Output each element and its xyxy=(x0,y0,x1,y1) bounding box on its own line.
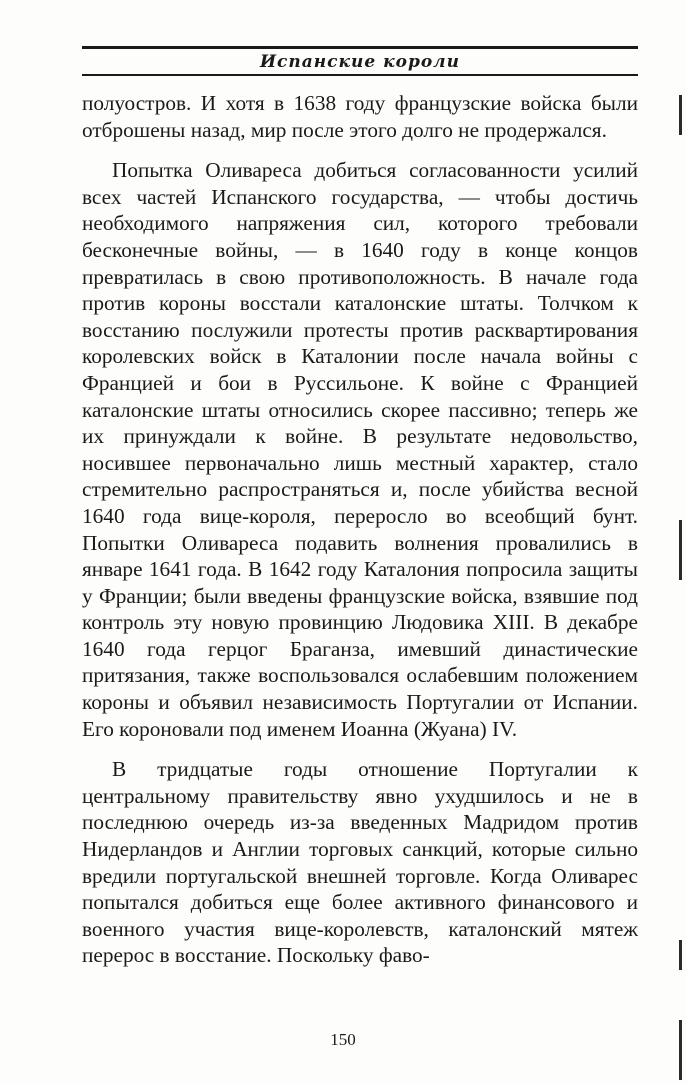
scan-edge-mark xyxy=(679,520,682,580)
body-text xyxy=(82,90,638,969)
paragraph-continued: полуостров. И хотя в 1638 году французские войска были отброшены назад, мир после этого долго не продержался. xyxy=(82,91,638,142)
page-header xyxy=(82,46,638,76)
scan-edge-mark xyxy=(679,940,682,970)
page-number: 150 xyxy=(330,1030,356,1049)
scan-edge-mark xyxy=(679,95,682,135)
scan-edge-mark xyxy=(679,1020,682,1080)
header-rule-bottom xyxy=(82,74,638,76)
header-rule-top xyxy=(82,46,638,49)
running-title: Испанские короли xyxy=(259,52,460,72)
paragraph: Попытка Оливареса добиться согласованности усилий всех частей Испанского государства, — чтобы достичь необходимого напряжения сил, которого требовали бесконечные войны, — в 1640 году в конце концов превратилась в свою противоположность. В начале года против короны восстали каталонские штаты. Толчком к восстанию послужили протесты против расквартирования королевских войск в Каталонии после начала войны с Францией и бои в Руссильоне. К войне с Францией каталонские штаты относились скорее пассивно; теперь же их принуждали к войне. В результате недовольство, носившее первоначально лишь местный характер, стало стремительно распространяться и, после убийства весной 1640 года вице-короля, переросло во всеобщий бунт. Попытки Оливареса подавить волнения провалились в январе 1641 года. В 1642 году Каталония попросила защиты у Франции; были введены французские войска, взявшие под контроль эту новую провинцию Людовика XIII. В декабре 1640 года герцог Браганза, имевший династические притязания, также воспользовался ослабевшим положением короны и объявил независимость Португалии от Испании. Его короновали под именем Иоанна (Жуана) IV. xyxy=(82,158,638,741)
paragraph: В тридцатые годы отношение Португалии к центральному правительству явно ухудшилось и не в последнюю очередь из-за введенных Мадридом против Нидерландов и Англии торговых санкций, которые сильно вредили португальской внешней торговле. Когда Оливарес попытался добиться еще более активного финансового и военного участия вице-королевств, каталонский мятеж перерос в восстание. Поскольку фаво- xyxy=(82,757,638,968)
